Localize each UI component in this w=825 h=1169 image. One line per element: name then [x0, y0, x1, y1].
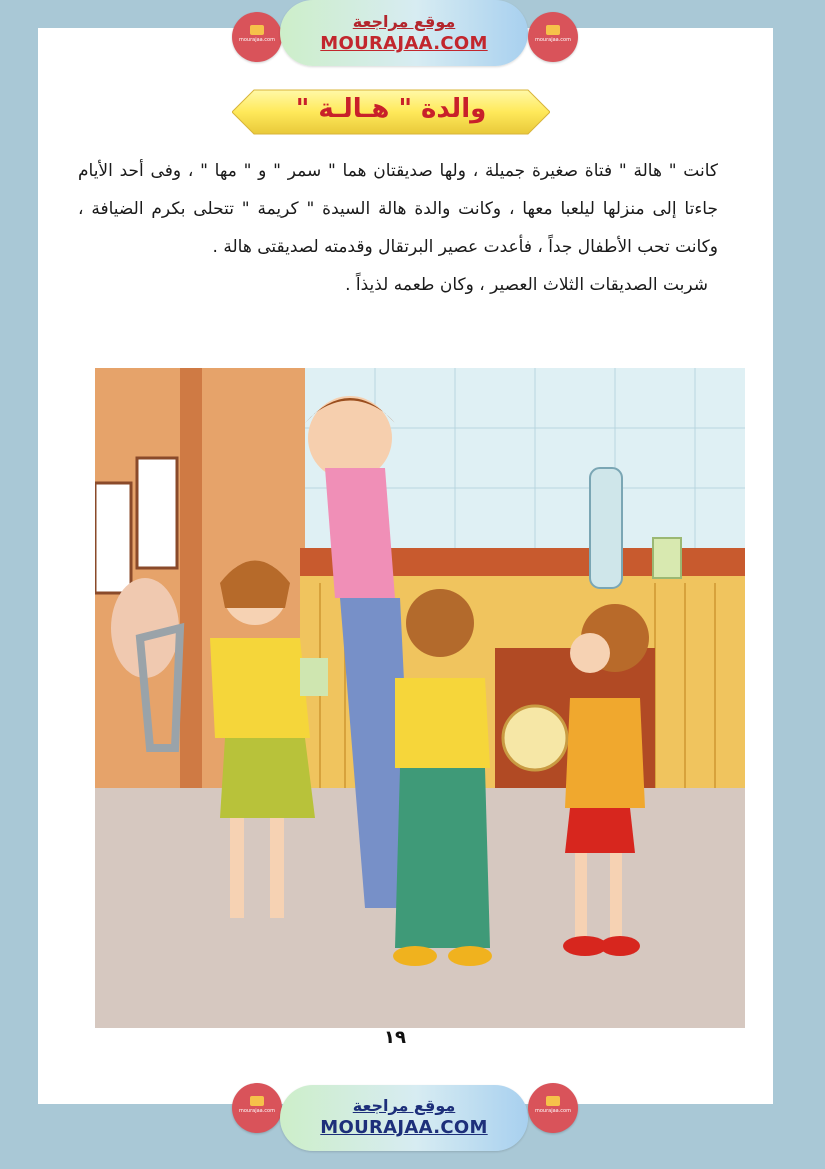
site-logo-icon[interactable]: mourajaa.com — [232, 12, 282, 62]
lesson-title: والدة " هـالـة " — [295, 94, 487, 124]
header-site-badge[interactable] — [280, 0, 528, 66]
story-paragraph-1: كانت " هالة " فتاة صغيرة جميلة ، ولها صديقتان هما " سمر " و " مها " ، وفى أحد الأيام جاءتا إلى منزلها ليلعبا معها ، وكانت والدة هالة السيدة " كريمة " تتحلى بكرم الضيافة ، وكانت تحب الأطفال جداً ، فأعدت عصير البرتقال وقدمته لصديقتى هالة . — [78, 161, 718, 257]
footer-site-badge[interactable] — [280, 1085, 528, 1151]
site-logo-icon[interactable]: mourajaa.com — [528, 1083, 578, 1133]
story-text — [78, 152, 718, 304]
site-logo-icon[interactable]: mourajaa.com — [528, 12, 578, 62]
footer-badge-arabic[interactable]: موقع مراجعة — [352, 1096, 456, 1115]
site-logo-icon[interactable]: mourajaa.com — [232, 1083, 282, 1133]
header-badge-url[interactable]: MOURAJAA.COM — [320, 33, 488, 54]
story-paragraph-2: شربت الصديقات الثلاث العصير ، وكان طعمه لذيذاً . — [345, 275, 708, 295]
header-badge-arabic[interactable]: موقع مراجعة — [352, 12, 456, 31]
page-number: ١٩ — [384, 1027, 406, 1048]
footer-badge-url[interactable]: MOURAJAA.COM — [320, 1117, 488, 1138]
lesson-title-banner — [232, 86, 550, 138]
story-illustration — [95, 368, 745, 1028]
kitchen-scene-image — [95, 368, 745, 1028]
